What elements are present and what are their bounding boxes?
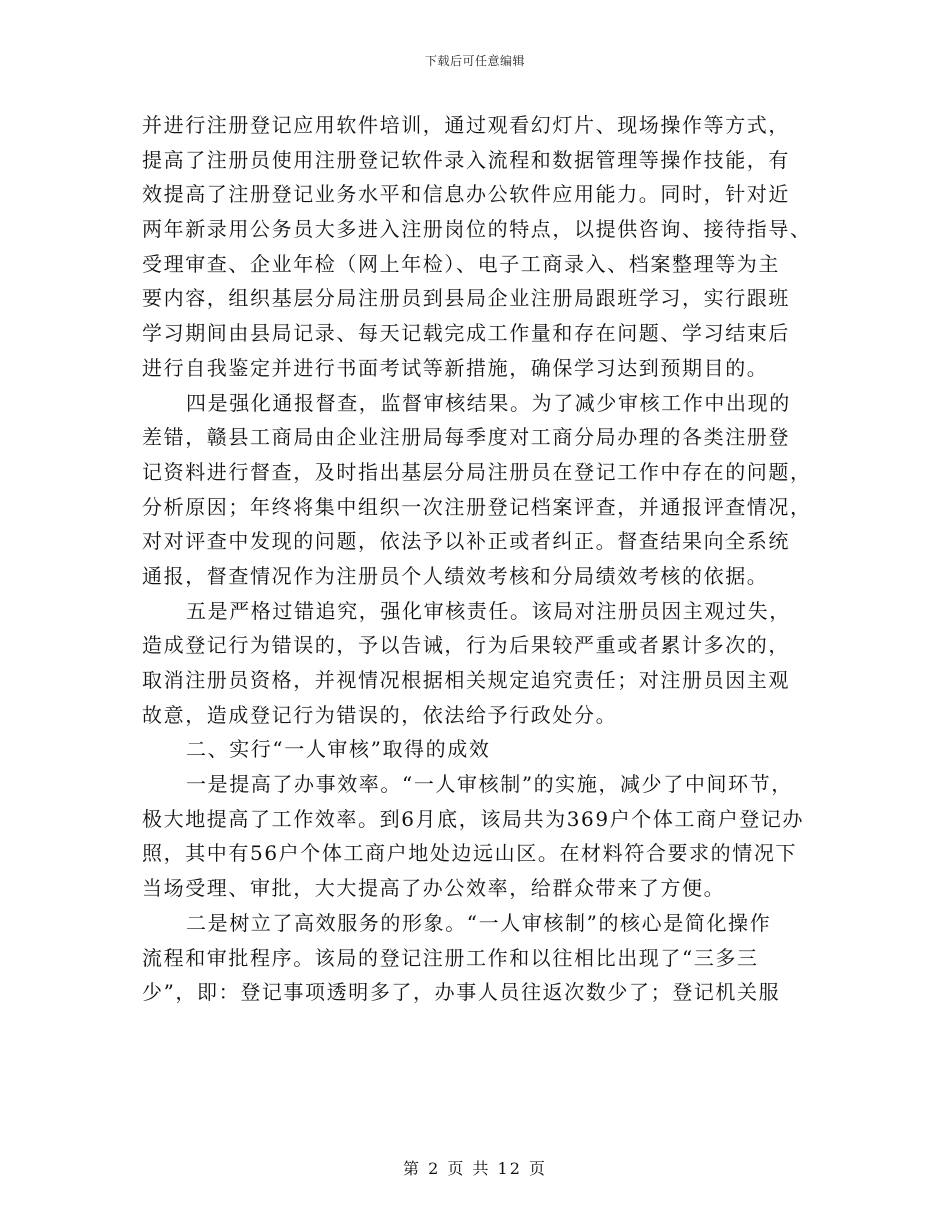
- text-line: 当场受理、审批，大大提高了办公效率，给群众带来了方便。: [142, 876, 726, 901]
- text-line: 少”，即：登记事项透明多了，办事人员往返次数少了；登记机关服: [142, 980, 781, 1005]
- text-line: 照，其中有56户个体工商户地处边远山区。在材料符合要求的情况下: [142, 841, 798, 866]
- text-line: 要内容，组织基层分局注册员到县局企业注册局跟班学习，实行跟班: [142, 286, 790, 311]
- text-line: 进行自我鉴定并进行书面考试等新措施，确保学习达到预期目的。: [142, 355, 769, 380]
- text-line: 并进行注册登记应用软件培训，通过观看幻灯片、现场操作等方式，: [142, 113, 790, 137]
- text-line: 造成登记行为错误的，予以告诫，行为后果较严重或者累计多次的，: [142, 633, 790, 658]
- paragraph-start-line: 二是树立了高效服务的形象。“一人审核制”的核心是简化操作: [186, 910, 772, 935]
- text-line: 学习期间由县局记录、每天记载完成工作量和存在问题、学习结束后: [142, 321, 790, 346]
- text-line: 提高了注册员使用注册登记软件录入流程和数据管理等操作技能，有: [142, 147, 790, 172]
- text-line: 通报，督查情况作为注册员个人绩效考核和分局绩效考核的依据。: [142, 563, 769, 588]
- page-number-footer: 第 2 页 共 12 页: [403, 1159, 547, 1178]
- text-line: 受理审查、企业年检（网上年检）、电子工商录入、档案整理等为主: [142, 251, 780, 276]
- text-line: 差错，赣县工商局由企业注册局每季度对工商分局办理的各类注册登: [142, 425, 790, 450]
- text-line: 分析原因；年终将集中组织一次注册登记档案评查，并通报评查情况，: [142, 494, 812, 519]
- text-line: 流程和审批程序。该局的登记注册工作和以往相比出现了“三多三: [142, 945, 759, 970]
- text-line: 两年新录用公务员大多进入注册岗位的特点，以提供咨询、接待指导、: [142, 217, 812, 242]
- text-line: 效提高了注册登记业务水平和信息办公软件应用能力。同时，针对近: [142, 182, 790, 207]
- document-body: [142, 108, 810, 1010]
- paragraph-start-line: 一是提高了办事效率。“一人审核制”的实施，减少了中间环节，: [186, 772, 793, 797]
- text-line: 故意，造成登记行为错误的，依法给予行政处分。: [142, 702, 618, 727]
- text-line: 极大地提高了工作效率。到6月底，该局共为369户个体工商户登记办: [142, 806, 805, 831]
- text-line: 取消注册员资格，并视情况根据相关规定追究责任；对注册员因主观: [142, 668, 790, 692]
- paragraph-start-line: 四是强化通报督查，监督审核结果。为了减少审核工作中出现的: [186, 390, 791, 415]
- text-line: 记资料进行督查，及时指出基层分局注册员在登记工作中存在的问题，: [142, 459, 812, 484]
- section-heading: 二、实行“一人审核”取得的成效: [186, 737, 491, 762]
- page-header: 下载后可任意编辑: [424, 54, 525, 68]
- text-line: 对对评查中发现的问题，依法予以补正或者纠正。督查结果向全系统: [142, 529, 790, 554]
- paragraph-start-line: 五是严格过错追究，强化审核责任。该局对注册员因主观过失，: [186, 598, 791, 623]
